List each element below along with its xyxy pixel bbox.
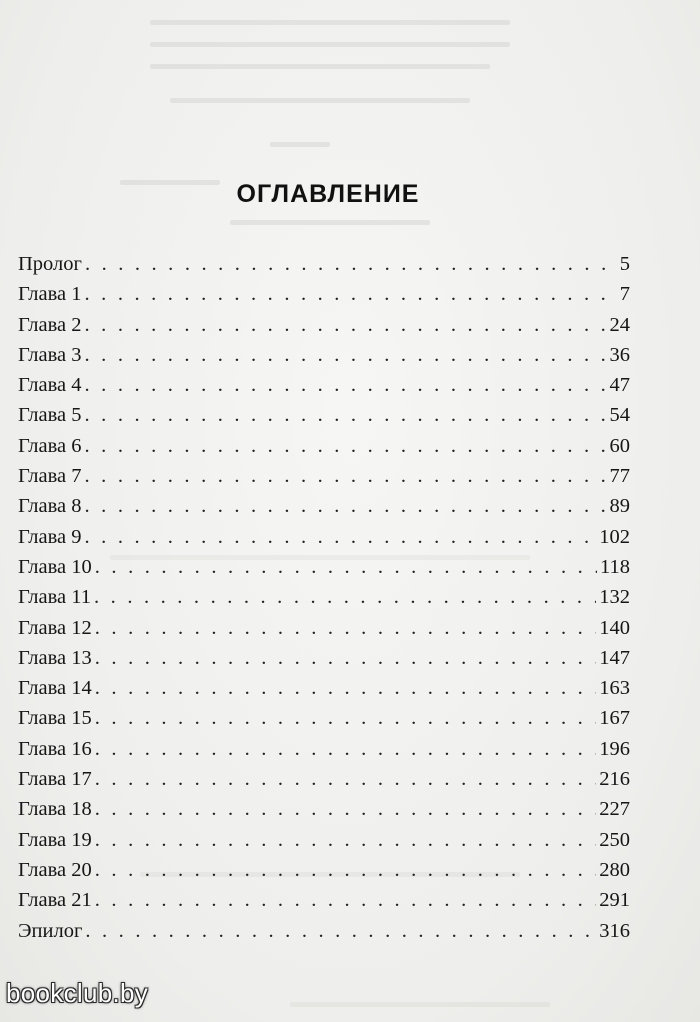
toc-entry-title: Глава 10: [18, 555, 92, 578]
dot-leader: [95, 855, 596, 885]
show-through-line: [150, 64, 490, 69]
toc-entry: [18, 370, 630, 400]
toc-entry-page: 250: [599, 828, 630, 851]
dot-leader: [85, 916, 596, 946]
toc-entry-page: 47: [609, 374, 630, 397]
toc-entry-page: 227: [599, 798, 630, 821]
show-through-line: [270, 142, 330, 147]
toc-entry-page: 118: [600, 555, 630, 578]
toc-entry-page: 140: [599, 616, 630, 639]
watermark: bookclub.by: [6, 978, 149, 1008]
toc-entry-page: 196: [599, 737, 630, 760]
toc-entry-title: Глава 13: [18, 646, 92, 669]
toc-entry: [18, 400, 630, 430]
toc-entry: [18, 340, 630, 370]
toc-entry-title: Глава 18: [18, 798, 92, 821]
toc-entry-title: Глава 4: [18, 374, 82, 397]
toc-entry-page: 163: [599, 677, 630, 700]
toc-entry-page: 102: [599, 525, 630, 548]
dot-leader: [95, 643, 596, 673]
dot-leader: [95, 885, 596, 915]
toc-heading: ОГЛАВЛЕНИЕ: [236, 180, 420, 208]
show-through-line: [170, 98, 470, 103]
dot-leader: [95, 794, 596, 824]
toc-entry: [18, 703, 630, 733]
toc-entry-title: Глава 3: [18, 343, 82, 366]
toc-entry: [18, 431, 630, 461]
dot-leader: [95, 613, 596, 643]
toc-entry-title: Глава 5: [18, 404, 82, 427]
show-through-line: [290, 1002, 550, 1007]
show-through-line: [230, 220, 430, 225]
toc-entry-title: Эпилог: [18, 919, 83, 942]
dot-leader: [85, 522, 597, 552]
toc-entry: [18, 552, 630, 582]
dot-leader: [85, 400, 607, 430]
toc-entry-title: Глава 16: [18, 737, 92, 760]
toc-entry-page: 54: [609, 404, 630, 427]
toc-entry-page: 60: [609, 434, 630, 457]
toc-entry-page: 216: [599, 768, 630, 791]
toc-entry: [18, 916, 630, 946]
dot-leader: [95, 703, 596, 733]
toc-entry-title: Глава 9: [18, 525, 82, 548]
show-through-line: [150, 42, 510, 47]
toc-entry: [18, 582, 630, 612]
dot-leader: [85, 491, 607, 521]
toc-entry-title: Глава 7: [18, 465, 82, 488]
toc-entry: [18, 794, 630, 824]
toc-entry-title: Глава 20: [18, 858, 92, 881]
toc-entry-page: 24: [609, 313, 630, 336]
dot-leader: [85, 249, 617, 279]
table-of-contents: [18, 249, 630, 946]
toc-entry: [18, 825, 630, 855]
toc-entry: [18, 279, 630, 309]
toc-entry: [18, 885, 630, 915]
dot-leader: [95, 825, 596, 855]
toc-entry-title: Пролог: [18, 253, 82, 275]
toc-entry-title: Глава 17: [18, 768, 92, 791]
toc-entry-page: 77: [609, 465, 630, 488]
dot-leader: [95, 734, 596, 764]
toc-entry-title: Глава 12: [18, 616, 92, 639]
toc-entry: [18, 734, 630, 764]
toc-entry-page: 7: [619, 283, 630, 306]
dot-leader: [85, 340, 607, 370]
dot-leader: [95, 673, 596, 703]
toc-entry-title: Глава 8: [18, 495, 82, 518]
toc-entry-page: 36: [609, 343, 630, 366]
toc-entry: [18, 673, 630, 703]
toc-entry-page: 147: [599, 646, 630, 669]
toc-entry-page: 291: [599, 889, 630, 912]
toc-entry-page: 280: [599, 858, 630, 881]
toc-entry: [18, 249, 630, 279]
show-through-line: [150, 20, 510, 25]
toc-entry-page: 89: [609, 495, 630, 518]
toc-entry-title: Глава 6: [18, 434, 82, 457]
toc-entry-page: 132: [599, 586, 630, 609]
toc-entry-title: Глава 14: [18, 677, 92, 700]
dot-leader: [85, 310, 607, 340]
dot-leader: [85, 279, 617, 309]
dot-leader: [94, 582, 596, 612]
toc-entry-title: Глава 15: [18, 707, 92, 730]
toc-entry-title: Глава 11: [18, 586, 92, 609]
toc-entry-title: Глава 21: [18, 889, 92, 912]
toc-entry: [18, 764, 630, 794]
toc-entry: [18, 461, 630, 491]
toc-entry: [18, 522, 630, 552]
dot-leader: [85, 370, 607, 400]
toc-entry: [18, 613, 630, 643]
toc-entry: [18, 643, 630, 673]
dot-leader: [85, 461, 607, 491]
toc-entry: [18, 491, 630, 521]
toc-entry-title: Глава 19: [18, 828, 92, 851]
toc-entry: [18, 855, 630, 885]
toc-entry-page: 5: [619, 253, 630, 275]
toc-entry-page: 167: [599, 707, 630, 730]
dot-leader: [95, 552, 597, 582]
toc-entry: [18, 310, 630, 340]
toc-entry-title: Глава 2: [18, 313, 82, 336]
toc-entry-title: Глава 1: [18, 283, 82, 306]
dot-leader: [85, 431, 607, 461]
dot-leader: [95, 764, 596, 794]
toc-entry-page: 316: [599, 919, 630, 942]
